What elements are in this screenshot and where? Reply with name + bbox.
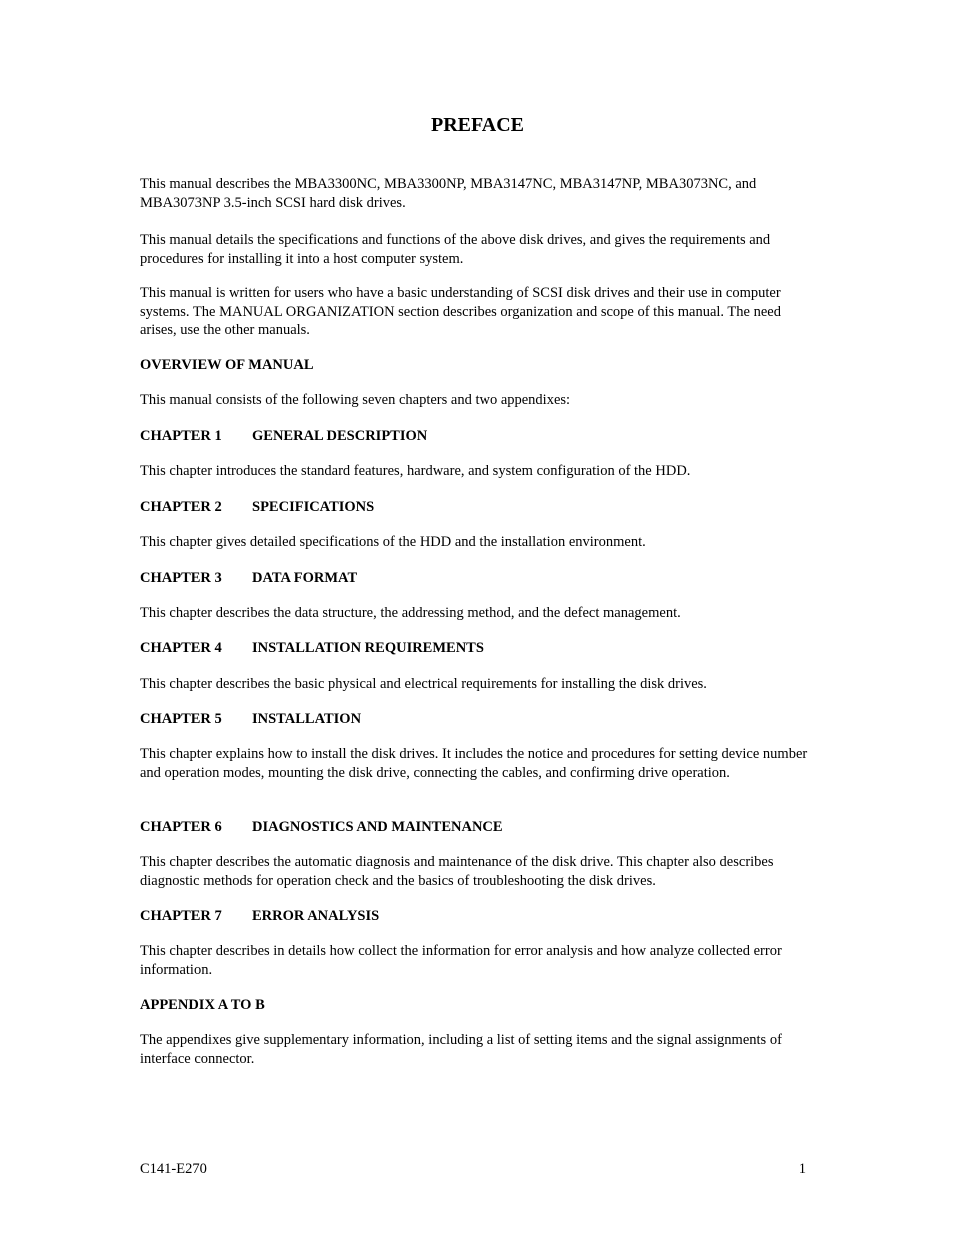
- chapter-2-description: This chapter gives detailed specifications of the HDD and the installation environment.: [140, 534, 646, 550]
- appendix-text: The appendixes give supplementary information, including a list of setting items and the signal assignments of interface connector.: [140, 1032, 782, 1067]
- intro-paragraph-1: This manual describes the MBA3300NC, MBA3300NP, MBA3147NC, MBA3147NP, MBA3073NC, and MBA3073NP 3.5-inch SCSI hard disk drives.: [140, 176, 757, 211]
- chapter-4-description: This chapter describes the basic physical and electrical requirements for installing the disk drives.: [140, 676, 707, 692]
- chapter-number: CHAPTER 4: [140, 640, 222, 656]
- chapter-number: CHAPTER 1: [140, 428, 222, 444]
- chapter-number: CHAPTER 6: [140, 819, 222, 835]
- chapter-3-heading: [140, 569, 815, 587]
- intro-paragraph-2: This manual details the specifications and functions of the above disk drives, and gives the requirements and procedures for installing it into a host computer system.: [140, 232, 771, 267]
- chapter-number: CHAPTER 3: [140, 570, 222, 586]
- intro-paragraph-3: This manual is written for users who have a basic understanding of SCSI disk drives and their use in computer systems. The MANUAL ORGANIZATION section describes organization and scope of this manual. The need arises, use the other manuals.: [140, 285, 781, 338]
- chapter-5-description: This chapter explains how to install the disk drives. It includes the notice and procedures for setting device number and operation modes, mounting the disk drive, connecting the cables, and confirming drive operation.: [140, 746, 808, 781]
- page-title: PREFACE: [431, 114, 524, 136]
- chapter-3-description: This chapter describes the data structure, the addressing method, and the defect management.: [140, 605, 681, 621]
- chapter-name: SPECIFICATIONS: [252, 499, 375, 515]
- chapter-number: CHAPTER 7: [140, 908, 222, 924]
- chapter-name: GENERAL DESCRIPTION: [252, 428, 428, 444]
- overview-heading: OVERVIEW OF MANUAL: [140, 357, 314, 373]
- footer-document-id: C141-E270: [140, 1161, 207, 1177]
- chapter-name: DIAGNOSTICS AND MAINTENANCE: [252, 819, 503, 835]
- chapter-name: INSTALLATION: [252, 711, 362, 727]
- chapter-6-description: This chapter describes the automatic diagnosis and maintenance of the disk drive. This chapter also describes diagnostic methods for operation check and the basics of troubleshooting the disk drives.: [140, 854, 774, 889]
- chapter-name: DATA FORMAT: [252, 570, 358, 586]
- chapter-7-description: This chapter describes in details how collect the information for error analysis and how analyze collected error information.: [140, 943, 782, 978]
- overview-text: This manual consists of the following seven chapters and two appendixes:: [140, 392, 571, 408]
- chapter-5-heading: [140, 710, 815, 728]
- chapter-7-heading: [140, 907, 815, 925]
- chapter-1-description: This chapter introduces the standard features, hardware, and system configuration of the HDD.: [140, 463, 691, 479]
- chapter-number: CHAPTER 2: [140, 499, 222, 515]
- chapter-1-heading: [140, 427, 815, 445]
- chapter-number: CHAPTER 5: [140, 711, 222, 727]
- appendix-heading: APPENDIX A TO B: [140, 997, 265, 1013]
- chapter-6-heading: [140, 818, 815, 836]
- chapter-name: INSTALLATION REQUIREMENTS: [252, 640, 484, 656]
- chapter-2-heading: [140, 498, 815, 516]
- footer-page-number: 1: [798, 1161, 806, 1177]
- chapter-4-heading: [140, 639, 815, 657]
- chapter-name: ERROR ANALYSIS: [252, 908, 380, 924]
